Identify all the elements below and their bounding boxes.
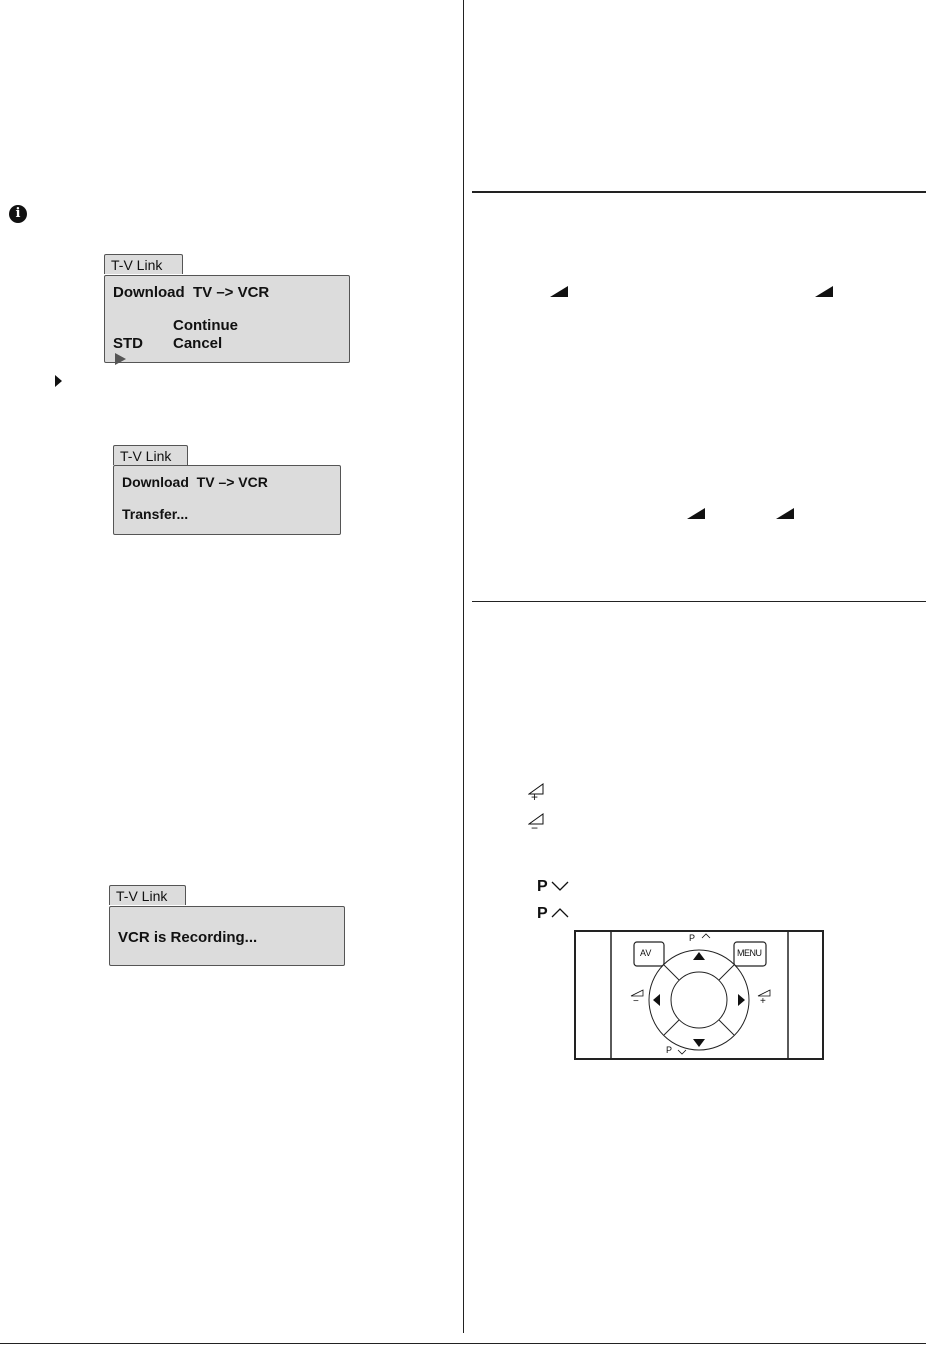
chevron-down-icon <box>551 880 569 892</box>
volume-minus-sign: − <box>531 821 539 835</box>
osd-panel-recording <box>109 906 345 966</box>
vol-plus-panel-label: + <box>760 996 766 1007</box>
volume-wedge-icon <box>687 508 705 519</box>
volume-wedge-icon <box>815 286 833 297</box>
osd-tab <box>113 445 188 465</box>
osd-tab <box>109 885 186 905</box>
volume-plus-sign: + <box>531 790 539 804</box>
section-divider-1 <box>472 191 926 193</box>
control-panel-drawing <box>576 932 822 1058</box>
menu-button[interactable]: MENU <box>737 948 762 958</box>
osd-panel-transfer <box>113 465 341 535</box>
vol-minus-panel-label: − <box>633 996 639 1007</box>
p-up-label: P <box>537 905 548 922</box>
section-divider-2 <box>472 601 926 602</box>
volume-wedge-icon <box>550 286 568 297</box>
option-key-std: STD <box>113 335 143 352</box>
tv-control-panel <box>574 930 824 1060</box>
osd-status: VCR is Recording... <box>118 929 258 946</box>
osd-tab-label: T-V Link <box>111 257 163 273</box>
footer-rule <box>0 1343 926 1344</box>
osd-panel-download <box>104 275 350 363</box>
option-continue[interactable]: Continue <box>173 317 238 334</box>
volume-wedge-icon <box>776 508 794 519</box>
chevron-up-icon <box>551 907 569 919</box>
play-triangle-icon <box>115 319 132 399</box>
av-button[interactable]: AV <box>640 948 652 958</box>
info-icon: i <box>9 205 27 223</box>
p-up-panel-label: P <box>689 933 696 943</box>
osd-tab-label: T-V Link <box>120 448 172 464</box>
osd-status: Transfer... <box>122 506 189 522</box>
option-cancel[interactable]: Cancel <box>173 335 223 352</box>
osd-title: Download TV –> VCR <box>113 284 270 301</box>
osd-tab <box>104 254 183 274</box>
black-triangle-icon <box>55 375 62 387</box>
p-down-label: P <box>537 878 548 895</box>
osd-tab-label: T-V Link <box>116 888 168 904</box>
column-divider <box>463 0 464 1333</box>
osd-title: Download TV –> VCR <box>122 474 268 490</box>
p-down-panel-label: P <box>666 1045 673 1055</box>
